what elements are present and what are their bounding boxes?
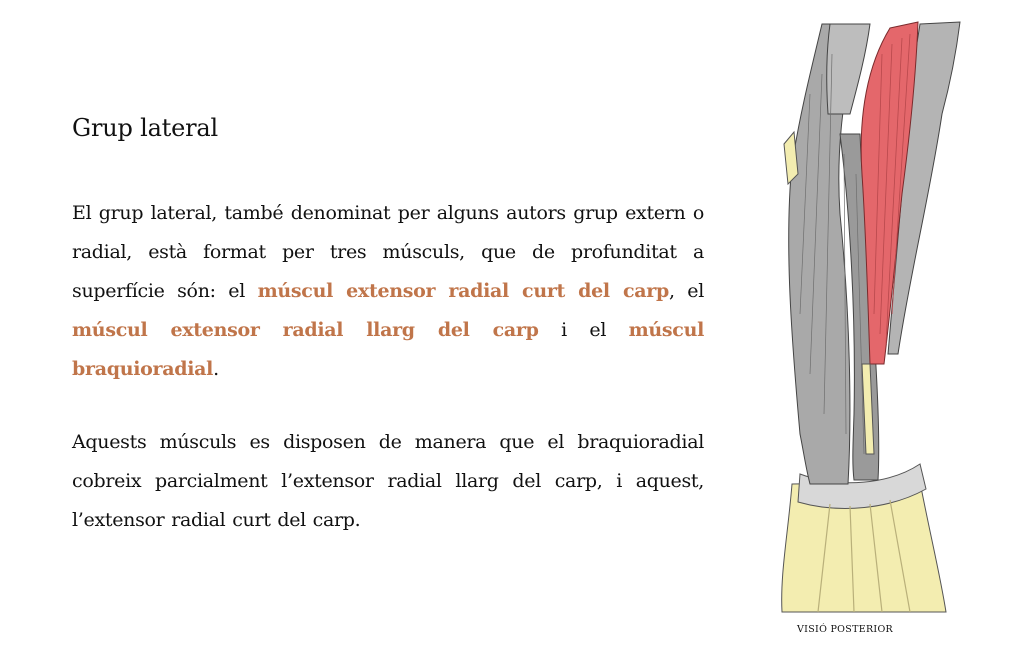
forearm-anatomy-illustration: [770, 14, 976, 614]
paragraph-text: i el: [538, 319, 629, 341]
paragraph-arrangement: Aquests músculs es disposen de manera que el braquioradial cobreix parcialment l’extensor radial llarg del carp, i aquest, l’extensor radial curt del carp.: [72, 431, 704, 531]
figure-caption: VISIÓ POSTERIOR: [797, 624, 893, 635]
paragraph-text: , el: [668, 280, 704, 302]
paragraph-muscle-group: [72, 194, 704, 389]
link-extensor-radial-curt[interactable]: múscul extensor radial curt del carp: [257, 280, 669, 302]
content-column: [72, 108, 704, 574]
section-title: Grup lateral: [72, 114, 218, 142]
link-extensor-radial-llarg[interactable]: múscul extensor radial llarg del carp: [72, 319, 539, 341]
paragraph-text: El grup lateral, també denominat per alguns autors grup extern o radial, està format per tres músculs, que de profunditat a superfície són: el: [72, 202, 704, 302]
link-braquioradial[interactable]: múscul braquioradial: [72, 319, 705, 380]
paragraph-text: .: [213, 358, 219, 380]
